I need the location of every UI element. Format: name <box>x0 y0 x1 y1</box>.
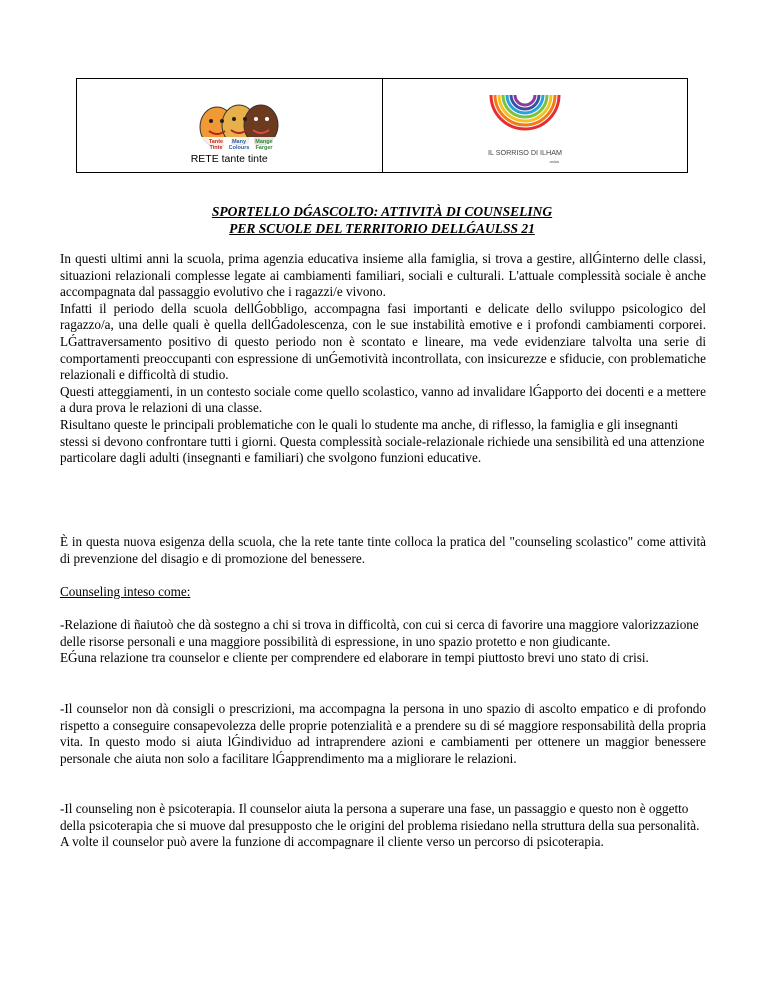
paragraph-prevention <box>60 534 706 567</box>
sorriso-logo-name: IL SORRISO DI ILHAM <box>487 148 562 157</box>
title-line-2: PER SCUOLE DEL TERRITORIO DELLǴAULSS 21 <box>229 221 535 236</box>
header-left-cell <box>77 79 382 172</box>
paragraph: Infatti il periodo della scuola dellǴobbligo, accompagna fasi importanti e delicate dello sviluppo psicologico del ragazzo/a, una delle quali è quella dellǴadolescenza, con le sue instabilità emotive e i profondi cambiamenti corporei. LǴattraversamento positivo di questo periodo non è scontato e lineare, ma vede evidenziare talvolta una serie di comportamenti preoccupanti con espressione di unǴemotività incontrollata, con insicurezze e sfiducie, con problematiche relazionali e difficoltà di studio. <box>60 300 706 383</box>
svg-text:Mange: Mange <box>255 139 273 145</box>
svg-text:Colours: Colours <box>228 145 250 151</box>
title-line-1: SPORTELLO DǴASCOLTO: ATTIVITÀ DI COUNSELING <box>211 204 553 219</box>
svg-text:Many: Many <box>231 139 247 145</box>
paragraph: -Il counseling non è psicoterapia. Il counselor aiuta la persona a superare una fase, un passaggio e questo non è oggetto della psicoterapia che si muove dal presupposto che le origini del problema risiedano nella struttura della sua personalità. A volte il counselor può avere la funzione di accompagnare il cliente verso un percorso di psicoterapia. <box>60 801 700 850</box>
paragraph: -Il counselor non dà consigli o prescrizioni, ma accompagna la persona in uno spazio di ascolto empatico e di profondo rispetto a conseguire consapevolezza delle proprie potenzialità e a prendere su di sé maggiore responsabilità della propria vita. In questo modo si aiuta lǴindividuo ad intraprendere azioni e cambiamenti per ottenere un maggior benessere personale che aiuta non solo a facilitare lǴapprendimento ma a migliorare le relazioni. <box>60 701 706 766</box>
paragraph: -Relazione di ñaiutoò che dà sostegno a chi si trova in difficoltà, con cui si cerca di favorire una maggiore valorizzazione delle risorse personali e una maggiore possibilità di espressione, in uno spazio protetto e non giudicante. <box>60 617 699 649</box>
paragraph-aiuto <box>60 617 706 667</box>
svg-text:Tinte: Tinte <box>209 145 223 151</box>
paragraph: È in questa nuova esigenza della scuola, che la rete tante tinte colloca la pratica del "counseling scolastico" come attività di prevenzione del disagio e di promozione del benessere. <box>60 534 706 566</box>
paragraph-counselor <box>60 701 706 767</box>
paragraph: In questi ultimi anni la scuola, prima agenzia educativa insieme alla famiglia, si trova a gestire, allǴinterno delle classi, situazioni relazionali complesse legate ai cambiamenti familiari, sociali e culturali. L'attuale complessità sociale è anche accompagnata dal passaggio evolutivo che i ragazzi/e vivono. <box>60 251 706 300</box>
sorriso-di-ilham-logo <box>485 85 565 169</box>
svg-text:Farger: Farger <box>255 145 273 151</box>
svg-text:Tante: Tante <box>208 139 224 145</box>
header-right-cell <box>382 79 688 172</box>
section-heading: Counseling inteso come: <box>60 584 191 599</box>
sorriso-logo-sub: onlus <box>548 159 559 164</box>
rete-tante-tinte-logo <box>193 97 285 153</box>
paragraph: EǴuna relazione tra counselor e cliente per comprendere ed elaborare in tempi piuttosto brevi uno stato di crisi. <box>60 650 649 666</box>
header-table <box>76 78 688 173</box>
paragraph: Questi atteggiamenti, in un contesto sociale come quello scolastico, vanno ad invalidare lǴapporto dei docenti e a mettere a dura prova le relazioni di una classe. <box>60 383 706 416</box>
document-title <box>76 203 688 237</box>
logo-caption: RETE tante tinte <box>190 153 268 165</box>
paragraph: Risultano queste le principali problematiche con le quali lo studente ma anche, di riflesso, la famiglia e gli insegnanti stessi si devono confrontare tutti i giorni. Questa complessità sociale-relazionale richiede una sensibilità ed una attenzione particolare dagli adulti (insegnanti e familiari) che svolgono funzioni educative. <box>60 416 705 466</box>
intro-section <box>60 251 706 467</box>
paragraph-psicoterapia <box>60 801 706 851</box>
